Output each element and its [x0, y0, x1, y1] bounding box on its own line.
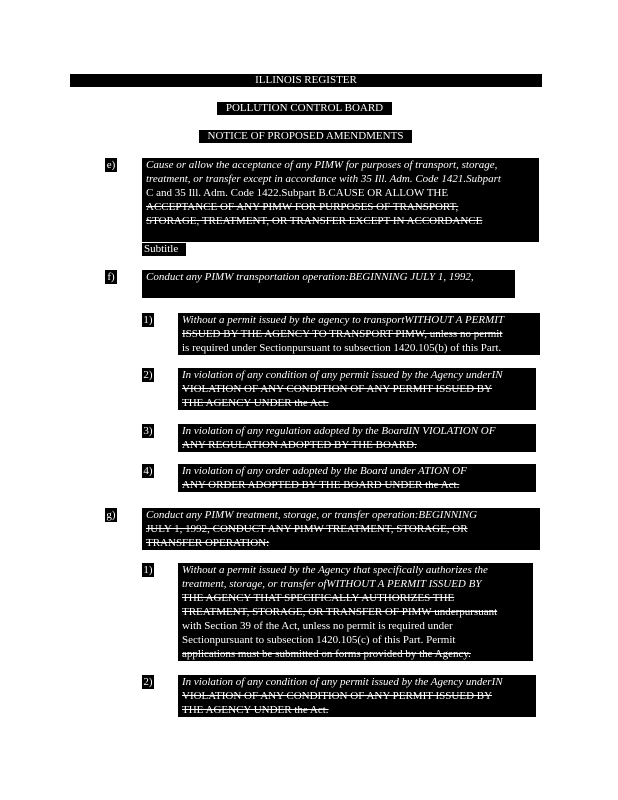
item-f3-line-1: In violation of any regulation adopted by the BoardIN VIOLATION OF — [182, 425, 496, 437]
item-g1-label: 1) — [143, 564, 153, 576]
item-f1-line-1: Without a permit issued by the agency to transportWITHOUT A PERMIT — [182, 314, 505, 326]
item-f1-block — [178, 313, 540, 355]
board-title: POLLUTION CONTROL BOARD — [225, 102, 384, 114]
item-f-line-1: Conduct any PIMW transportation operation:BEGINNING JULY 1, 1992, — [146, 271, 474, 283]
item-g2-line-3: THE AGENCY UNDER the Act. — [182, 704, 329, 716]
item-f1-label: 1) — [143, 314, 153, 326]
item-g1-line-2: treatment, storage, or transfer ofWITHOUT A PERMIT ISSUED BY — [182, 578, 482, 590]
item-f2-line-2: VIOLATION OF ANY CONDITION OF ANY PERMIT ISSUED BY — [182, 383, 493, 395]
item-e-block — [142, 158, 539, 242]
item-g1-line-3: THE AGENCY THAT SPECIFICALLY AUTHORIZES THE — [182, 592, 455, 604]
item-f2-label: 2) — [143, 369, 153, 381]
item-g2-line-2: VIOLATION OF ANY CONDITION OF ANY PERMIT ISSUED BY — [182, 690, 493, 702]
item-f4-label: 4) — [143, 465, 153, 477]
item-e-line-4: ACCEPTANCE OF ANY PIMW FOR PURPOSES OF TRANSPORT, — [146, 201, 459, 213]
item-e-tail: Subtitle — [144, 243, 179, 255]
item-f-block — [142, 270, 515, 298]
item-g1-block — [178, 563, 533, 661]
item-g-line-3: TRANSFER OPERATION: — [146, 537, 270, 549]
item-f4-line-2: ANY ORDER ADOPTED BY THE BOARD UNDER the Act. — [182, 479, 460, 491]
item-e-line-2: treatment, or transfer except in accordance with 35 Ill. Adm. Code 1421.Subpart — [146, 173, 501, 185]
item-f2-line-3: THE AGENCY UNDER the Act. — [182, 397, 329, 409]
item-g1-line-6: Sectionpursuant to subsection 1420.105(c) of this Part. Permit — [182, 634, 456, 646]
item-f1-line-3: is required under Sectionpursuant to subsection 1420.105(b) of this Part. — [182, 342, 502, 354]
item-g-line-2: JULY 1, 1992, CONDUCT ANY PIMW TREATMENT, STORAGE, OR — [146, 523, 468, 535]
item-e-label: e) — [106, 159, 116, 171]
item-g2-line-1: In violation of any condition of any permit issued by the Agency underIN — [182, 676, 503, 688]
item-e-line-1: Cause or allow the acceptance of any PIMW for purposes of transport, storage, — [146, 159, 498, 171]
item-f3-line-2: ANY REGULATION ADOPTED BY THE BOARD. — [182, 439, 417, 451]
item-e-line-3: C and 35 Ill. Adm. Code 1422.Subpart B.CAUSE OR ALLOW THE — [146, 187, 449, 199]
item-g-block — [142, 508, 540, 550]
item-g-line-1: Conduct any PIMW treatment, storage, or transfer operation:BEGINNING — [146, 509, 478, 521]
item-g1-line-5: with Section 39 of the Act, unless no permit is required under — [182, 620, 453, 632]
item-f1-line-2: ISSUED BY THE AGENCY TO TRANSPORT PIMW, unless no permit — [182, 328, 503, 340]
item-g1-line-1: Without a permit issued by the Agency that specifically authorizes the — [182, 564, 488, 576]
item-g1-line-7: applications must be submitted on forms provided by the Agency. — [182, 648, 471, 660]
item-g2-label: 2) — [143, 676, 153, 688]
item-f-label: f) — [105, 270, 117, 284]
register-title: ILLINOIS REGISTER — [255, 74, 357, 86]
item-f3-label: 3) — [143, 425, 153, 437]
item-f2-block — [178, 368, 536, 410]
item-e-line-5: STORAGE, TREATMENT, OR TRANSFER EXCEPT IN ACCORDANCE — [146, 215, 483, 227]
item-g2-block — [178, 675, 536, 717]
item-f4-block — [178, 464, 536, 492]
item-g1-line-4: TREATMENT, STORAGE, OR TRANSFER OF PIMW underpursuant — [182, 606, 498, 618]
item-f2-line-1: In violation of any condition of any permit issued by the Agency underIN — [182, 369, 503, 381]
item-g-label: g) — [106, 509, 116, 521]
notice-title: NOTICE OF PROPOSED AMENDMENTS — [207, 130, 404, 142]
item-f4-line-1: In violation of any order adopted by the Board under ATION OF — [182, 465, 467, 477]
item-f3-block — [178, 424, 536, 452]
